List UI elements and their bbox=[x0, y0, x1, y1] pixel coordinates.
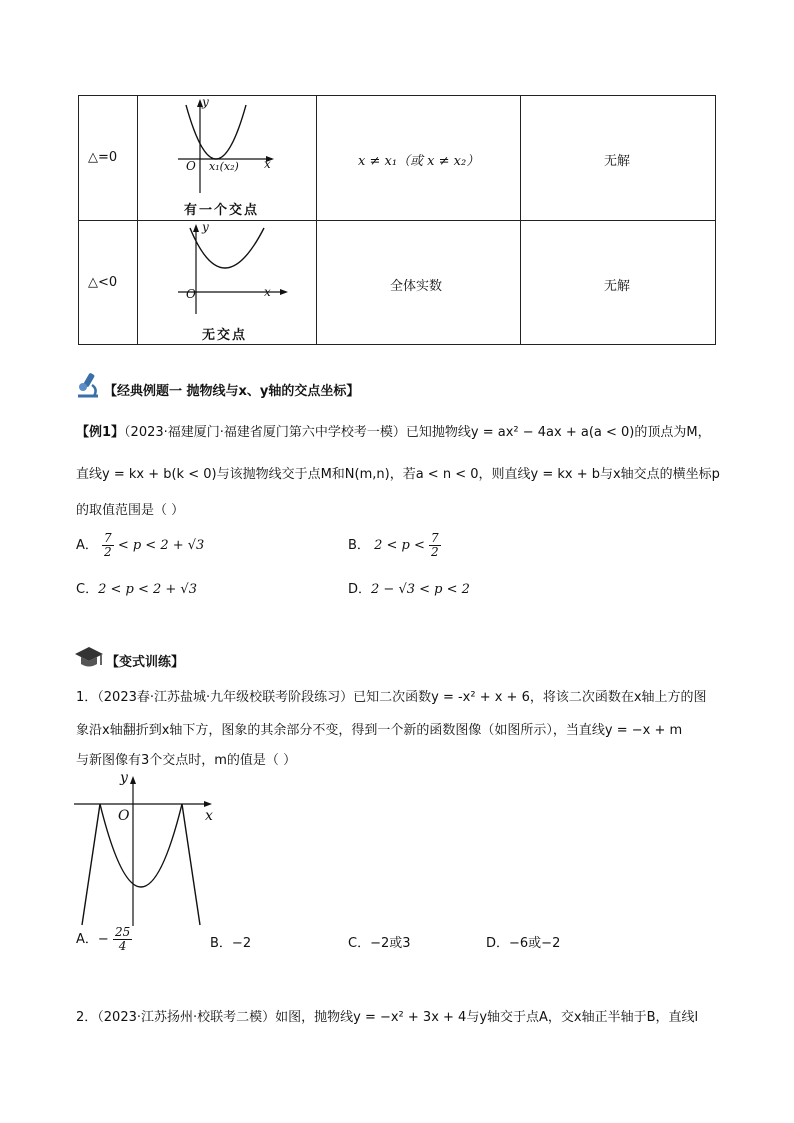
option-c: C．2 < p < 2 + √3 bbox=[76, 582, 197, 597]
example-line3: 的取值范围是（ ） bbox=[76, 503, 185, 518]
graph-y-label: y bbox=[202, 95, 209, 109]
graduation-cap-icon bbox=[74, 645, 104, 669]
example-tag: 【例1】 bbox=[76, 425, 125, 440]
table-cell-condition: △=0 bbox=[88, 150, 118, 165]
table-cell-condition: △<0 bbox=[88, 275, 118, 290]
table-border-top bbox=[78, 95, 716, 96]
example-line2: 直线y = kx + b(k < 0)与该抛物线交于点M和N(m,n)，若a < n < 0，则直线y = kx + b与x轴交点的横坐标p bbox=[76, 467, 720, 482]
graph-origin-label: O bbox=[186, 287, 196, 301]
question-1-line2: 象沿x轴翻折到x轴下方，图象的其余部分不变，得到一个新的函数图像（如图所示），当直线y = −x + m bbox=[76, 723, 683, 738]
section-title: 【经典例题一 抛物线与x、y轴的交点坐标】 bbox=[104, 384, 360, 399]
graph-root-label: x₁(x₂) bbox=[209, 160, 239, 173]
option-a: A． $\frac{7}{2}$ < p < 2 + √3 bbox=[76, 531, 205, 559]
graph-x-label: x bbox=[264, 285, 271, 299]
table-col-divider bbox=[316, 95, 317, 345]
folded-parabola-graph bbox=[70, 770, 220, 930]
table-cell-solution-set: x ≠ x₁（或 x ≠ x₂） bbox=[358, 154, 480, 169]
fraction: $\frac{7}{2}$ bbox=[430, 531, 439, 559]
parabola-tangent-graph bbox=[168, 97, 288, 197]
question-1-line1: 1．（2023春·江苏盐城·九年级校联考阶段练习）已知二次函数y = -x² + x + 6，将该二次函数在x轴上方的图 bbox=[76, 690, 707, 705]
graph-y-label: y bbox=[202, 220, 209, 234]
graph-caption: 无交点 bbox=[202, 328, 248, 343]
section-title: 【变式训练】 bbox=[106, 655, 185, 670]
table-cell-solution: 无解 bbox=[604, 279, 631, 294]
example-line1: 已知抛物线y = ax² − 4ax + a(a < 0)的顶点为M， bbox=[405, 425, 711, 440]
fraction: $\frac{25}{4}$ bbox=[114, 925, 131, 953]
graph-caption: 有一个交点 bbox=[184, 203, 260, 218]
table-col-divider bbox=[520, 95, 521, 345]
microscope-icon bbox=[74, 371, 102, 399]
table-cell-solution-set: 全体实数 bbox=[390, 279, 443, 294]
example-question bbox=[76, 421, 711, 440]
graph-x-label: x bbox=[205, 808, 213, 824]
q1-option-d: D．−6或−2 bbox=[486, 936, 561, 951]
option-d: D．2 − √3 < p < 2 bbox=[348, 582, 470, 597]
question-2-line1: 2．（2023·江苏扬州·校联考二模）如图，抛物线y = −x² + 3x + 4与y轴交于点A，交x轴正半轴于B，直线l bbox=[76, 1010, 699, 1025]
graph-x-label: x bbox=[264, 157, 271, 171]
comparison-table bbox=[78, 95, 716, 345]
example-source: （2023·福建厦门·福建省厦门第六中学校考一模） bbox=[124, 425, 406, 440]
table-col-divider bbox=[137, 95, 138, 345]
graph-origin-label: O bbox=[118, 808, 130, 824]
graph-y-label: y bbox=[120, 770, 128, 786]
question-1-line3: 与新图像有3个交点时，m的值是（ ） bbox=[76, 753, 297, 768]
table-row-divider bbox=[78, 220, 716, 221]
table-cell-solution: 无解 bbox=[604, 154, 631, 169]
fraction: $\frac{7}{2}$ bbox=[104, 531, 112, 559]
q1-option-a: A．− $\frac{25}{4}$ bbox=[76, 925, 131, 953]
graph-origin-label: O bbox=[186, 159, 196, 173]
q1-option-b: B．−2 bbox=[210, 936, 252, 951]
table-border-left bbox=[78, 95, 79, 345]
table-border-bottom bbox=[78, 344, 716, 345]
table-border-right bbox=[715, 95, 716, 345]
q1-option-c: C．−2或3 bbox=[348, 936, 411, 951]
option-b: B． 2 < p < $\frac{7}{2}$ bbox=[348, 531, 439, 559]
parabola-no-root-graph bbox=[168, 222, 298, 318]
